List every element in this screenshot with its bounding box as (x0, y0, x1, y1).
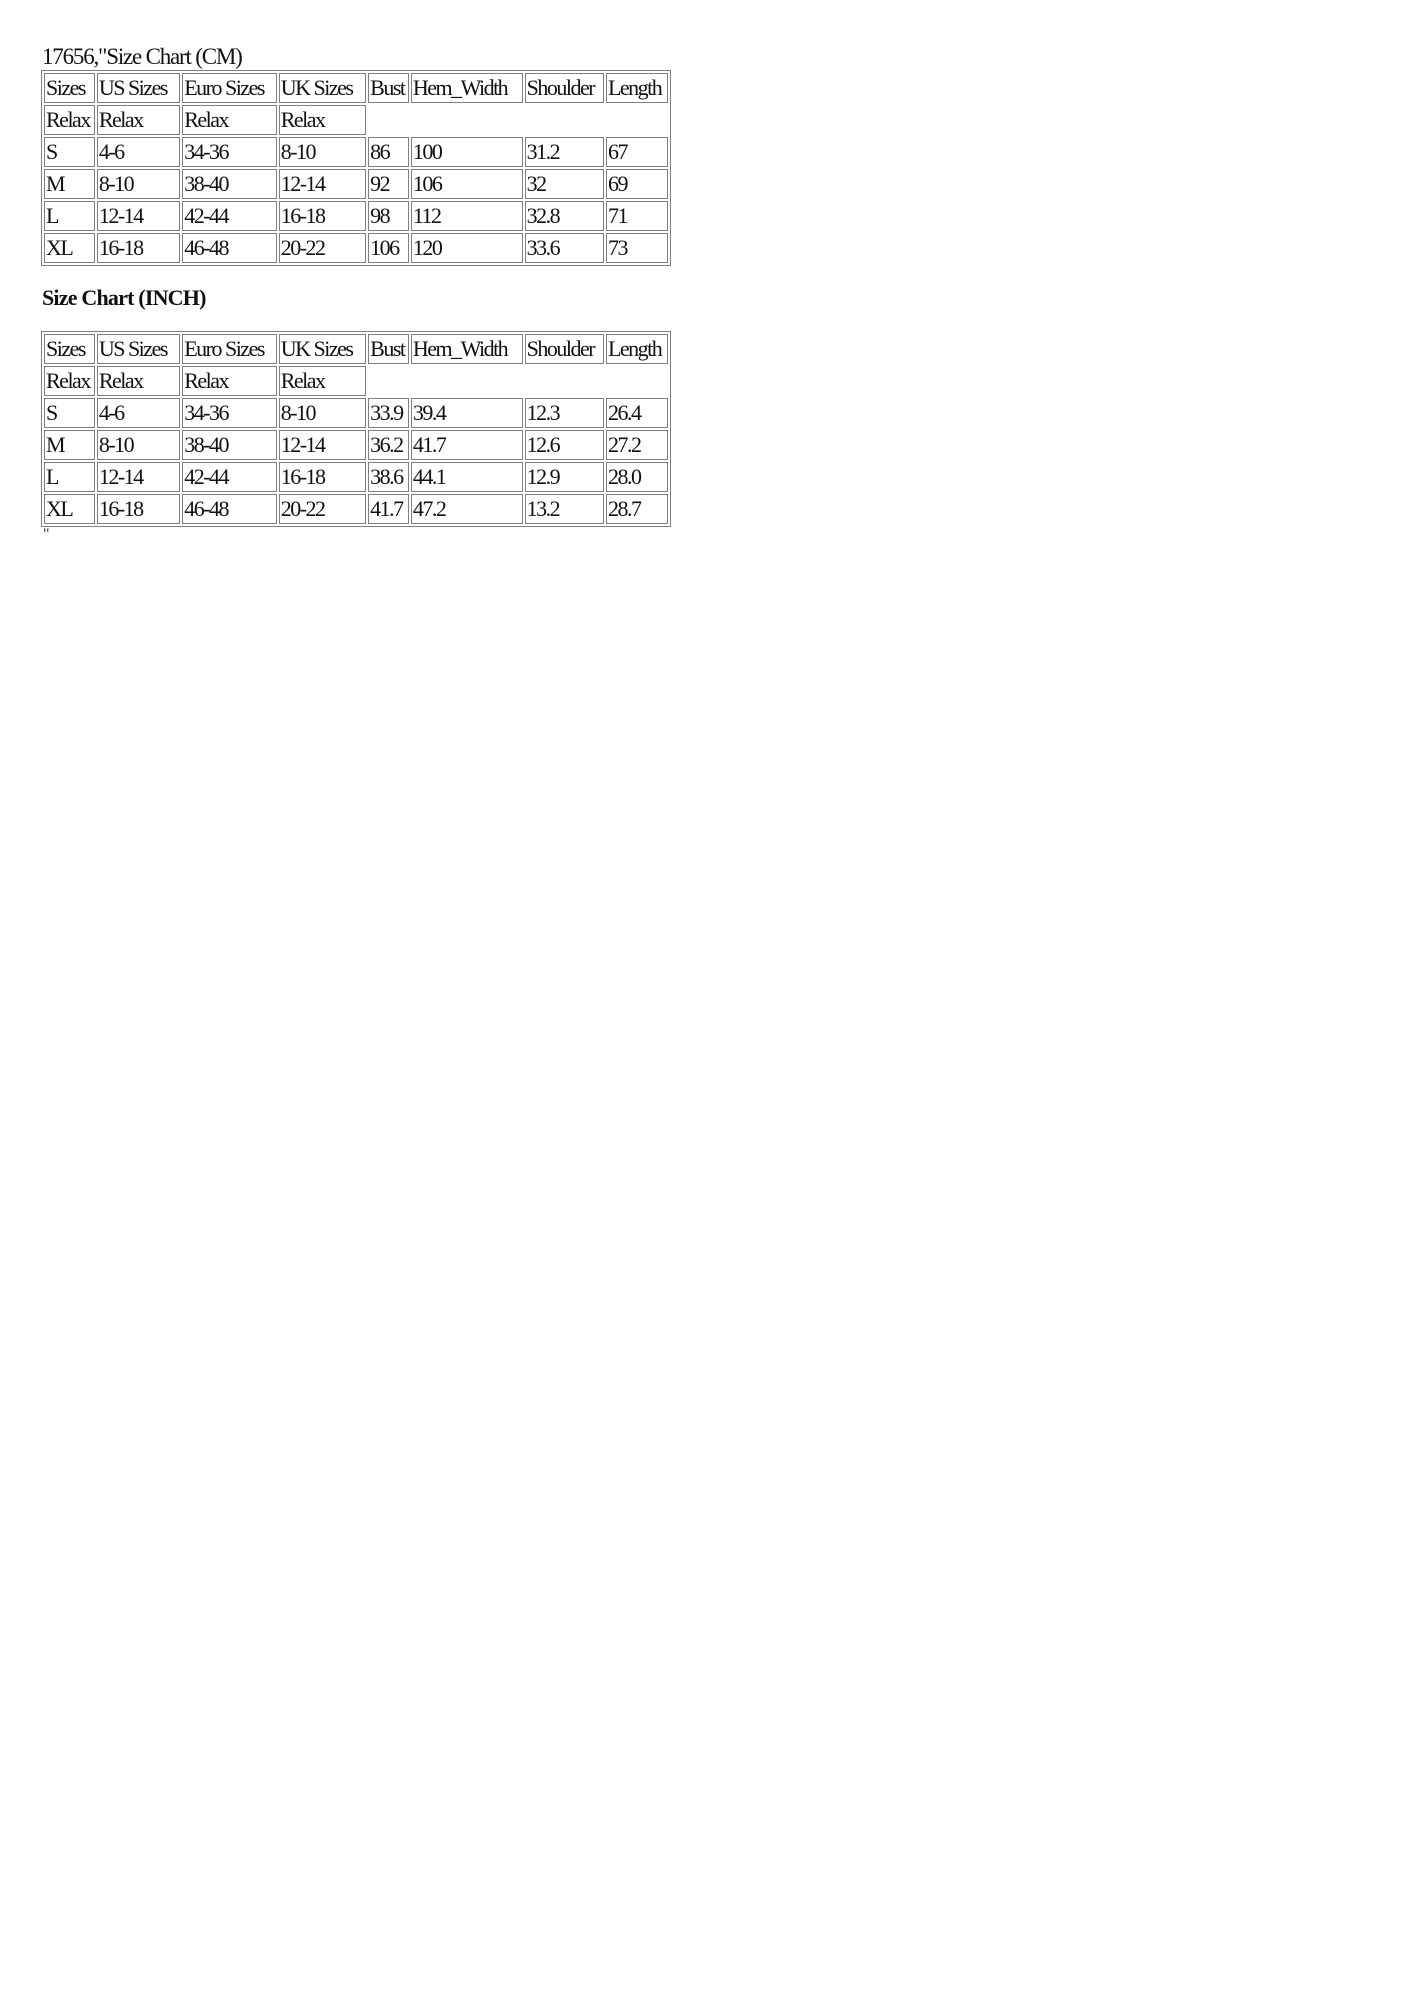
fit-cell: Relax (97, 366, 180, 396)
table-cell: 20-22 (279, 494, 366, 524)
table-cell: 4-6 (97, 137, 180, 167)
fit-cell: Relax (182, 105, 277, 135)
table-cell: L (44, 462, 95, 492)
table-cell: 38-40 (182, 169, 277, 199)
fit-row (44, 105, 668, 135)
table-cell: 46-48 (182, 494, 277, 524)
table-cell: 16-18 (279, 201, 366, 231)
table-row (44, 233, 668, 263)
inch-chart-heading: Size Chart (INCH) (42, 285, 206, 310)
header-cell: Sizes (44, 73, 95, 103)
table-cell: 33.9 (368, 398, 409, 428)
header-cell: Hem_Width (411, 334, 523, 364)
header-cell: Bust (368, 73, 409, 103)
table-cell: 38.6 (368, 462, 409, 492)
table-cell: 42-44 (182, 462, 277, 492)
table-cell: 13.2 (525, 494, 604, 524)
table-cell: 86 (368, 137, 409, 167)
size-chart-cm-table (41, 70, 671, 266)
table-cell: 44.1 (411, 462, 523, 492)
header-cell: Euro Sizes (182, 73, 277, 103)
fit-row (44, 366, 668, 396)
table-cell: 33.6 (525, 233, 604, 263)
table-header-row (44, 73, 668, 103)
table-cell: 16-18 (279, 462, 366, 492)
closing-quote: " (43, 526, 50, 543)
table-cell: 8-10 (97, 169, 180, 199)
table-row (44, 137, 668, 167)
cm-chart-caption: 17656,"Size Chart (CM) (42, 44, 242, 69)
fit-cell: Relax (182, 366, 277, 396)
table-cell: 38-40 (182, 430, 277, 460)
table-row (44, 398, 668, 428)
table-cell: 12-14 (279, 169, 366, 199)
fit-cell: Relax (279, 105, 366, 135)
table-row (44, 462, 668, 492)
table-cell: S (44, 137, 95, 167)
table-cell: 120 (411, 233, 523, 263)
table-cell: 67 (606, 137, 668, 167)
table-cell: 26.4 (606, 398, 668, 428)
table-cell: L (44, 201, 95, 231)
table-cell: 27.2 (606, 430, 668, 460)
table-row (44, 201, 668, 231)
table-cell: 98 (368, 201, 409, 231)
header-cell: Sizes (44, 334, 95, 364)
header-cell: Hem_Width (411, 73, 523, 103)
fit-cell: Relax (279, 366, 366, 396)
header-cell: Length (606, 334, 668, 364)
header-cell: Euro Sizes (182, 334, 277, 364)
header-cell: Shoulder (525, 334, 604, 364)
table-cell: 12.3 (525, 398, 604, 428)
header-cell: UK Sizes (279, 334, 366, 364)
table-cell: 4-6 (97, 398, 180, 428)
table-cell: 12-14 (97, 201, 180, 231)
table-cell: M (44, 430, 95, 460)
table-cell: 100 (411, 137, 523, 167)
header-cell: US Sizes (97, 334, 180, 364)
table-cell: M (44, 169, 95, 199)
table-row (44, 494, 668, 524)
table-cell: 41.7 (368, 494, 409, 524)
table-cell: 8-10 (97, 430, 180, 460)
table-cell: 31.2 (525, 137, 604, 167)
table-cell: 20-22 (279, 233, 366, 263)
fit-cell: Relax (44, 105, 95, 135)
table-cell: 41.7 (411, 430, 523, 460)
table-cell: 39.4 (411, 398, 523, 428)
table-cell: 32.8 (525, 201, 604, 231)
table-cell: 92 (368, 169, 409, 199)
table-cell: 12.6 (525, 430, 604, 460)
table-cell: 16-18 (97, 494, 180, 524)
table-cell: 69 (606, 169, 668, 199)
table-row (44, 430, 668, 460)
empty-cell (368, 105, 668, 135)
table-cell: 36.2 (368, 430, 409, 460)
table-cell: 106 (411, 169, 523, 199)
size-chart-inch-table (41, 331, 671, 527)
table-cell: XL (44, 233, 95, 263)
table-cell: S (44, 398, 95, 428)
header-cell: Bust (368, 334, 409, 364)
table-cell: 34-36 (182, 398, 277, 428)
table-cell: 28.7 (606, 494, 668, 524)
table-cell: 32 (525, 169, 604, 199)
table-cell: XL (44, 494, 95, 524)
table-cell: 12-14 (97, 462, 180, 492)
fit-cell: Relax (97, 105, 180, 135)
header-cell: UK Sizes (279, 73, 366, 103)
table-cell: 8-10 (279, 398, 366, 428)
table-cell: 112 (411, 201, 523, 231)
fit-cell: Relax (44, 366, 95, 396)
table-cell: 106 (368, 233, 409, 263)
table-cell: 42-44 (182, 201, 277, 231)
table-cell: 73 (606, 233, 668, 263)
header-cell: Shoulder (525, 73, 604, 103)
table-row (44, 169, 668, 199)
table-cell: 47.2 (411, 494, 523, 524)
table-cell: 71 (606, 201, 668, 231)
header-cell: US Sizes (97, 73, 180, 103)
header-cell: Length (606, 73, 668, 103)
table-cell: 34-36 (182, 137, 277, 167)
table-cell: 8-10 (279, 137, 366, 167)
table-cell: 12-14 (279, 430, 366, 460)
empty-cell (368, 366, 668, 396)
table-header-row (44, 334, 668, 364)
table-cell: 12.9 (525, 462, 604, 492)
document-page (42, 44, 742, 543)
table-cell: 46-48 (182, 233, 277, 263)
table-cell: 28.0 (606, 462, 668, 492)
table-cell: 16-18 (97, 233, 180, 263)
